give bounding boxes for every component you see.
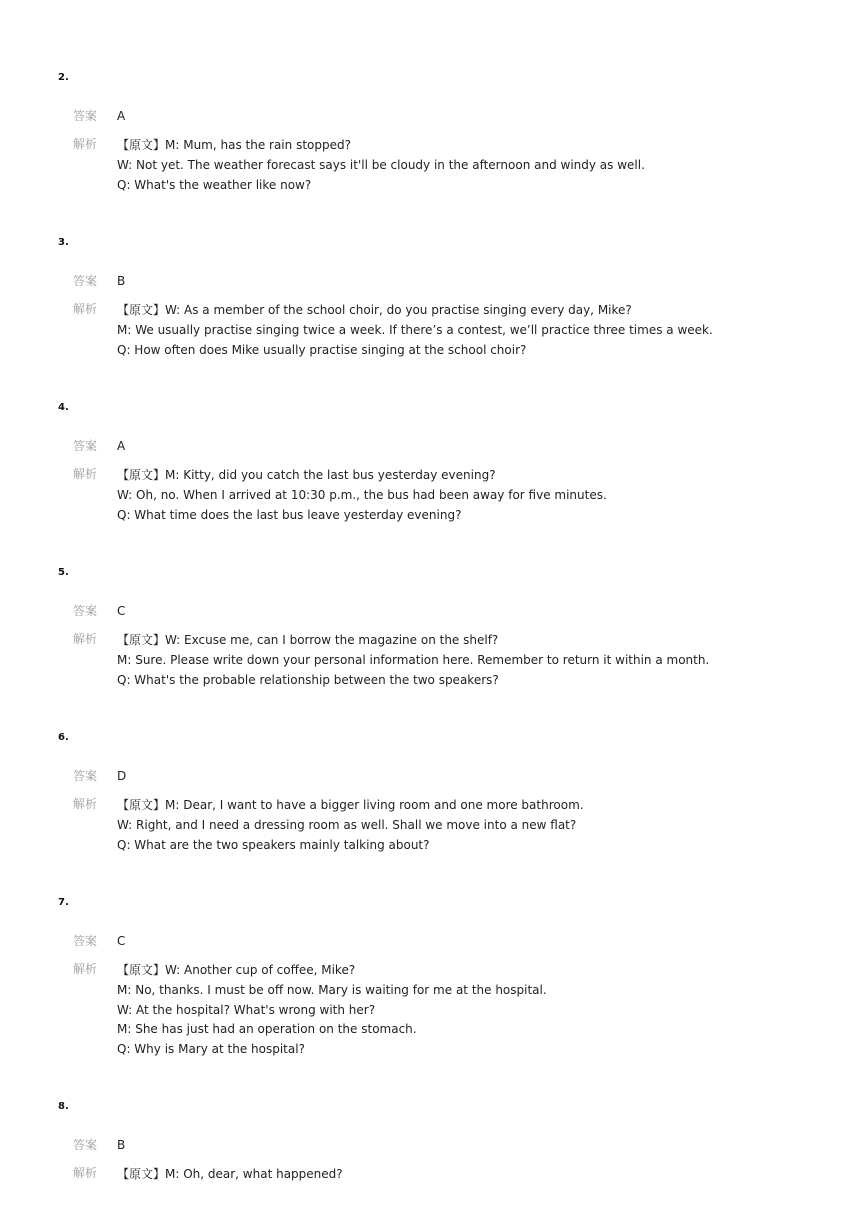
answer-value: B: [117, 1138, 126, 1152]
analysis-label: 解析: [73, 797, 98, 811]
answer-label: 答案: [73, 1138, 98, 1152]
analysis-text: [117, 1165, 343, 1185]
answer-value: B: [117, 274, 126, 288]
analysis-line: 【原文】M: Kitty, did you catch the last bus yesterday evening?: [117, 468, 496, 482]
answer-label: 答案: [73, 109, 98, 123]
question-number: 7.: [58, 897, 69, 908]
analysis-line: Q: Why is Mary at the hospital?: [117, 1042, 305, 1057]
analysis-line: M: She has just had an operation on the stomach.: [117, 1022, 417, 1037]
analysis-text: [117, 796, 584, 855]
question-number: 5.: [58, 567, 69, 578]
answer-value: D: [117, 769, 127, 783]
analysis-line: W: Right, and I need a dressing room as well. Shall we move into a new flat?: [117, 817, 577, 832]
question-number: 4.: [58, 402, 69, 413]
analysis-line: Q: What time does the last bus leave yesterday evening?: [117, 507, 462, 522]
answer-label: 答案: [73, 769, 98, 783]
analysis-text: [117, 301, 713, 360]
question-number: 3.: [58, 237, 69, 248]
question-number: 8.: [58, 1101, 69, 1112]
analysis-label: 解析: [73, 962, 98, 976]
answer-value: A: [117, 439, 126, 453]
answer-label: 答案: [73, 604, 98, 618]
analysis-line: Q: What's the weather like now?: [117, 177, 312, 192]
answer-value: A: [117, 109, 126, 123]
analysis-line: Q: What are the two speakers mainly talking about?: [117, 837, 430, 852]
analysis-line: Q: What's the probable relationship between the two speakers?: [117, 672, 499, 687]
analysis-line: 【原文】M: Dear, I want to have a bigger living room and one more bathroom.: [117, 798, 584, 812]
answer-value: C: [117, 604, 126, 618]
answer-value: C: [117, 934, 126, 948]
analysis-text: [117, 631, 709, 690]
question-number: 2.: [58, 72, 69, 83]
answer-label: 答案: [73, 439, 98, 453]
answer-label: 答案: [73, 274, 98, 288]
analysis-line: 【原文】W: Excuse me, can I borrow the magazine on the shelf?: [117, 633, 499, 647]
analysis-line: M: We usually practise singing twice a week. If there’s a contest, we’ll practice three times a week.: [117, 322, 713, 337]
analysis-text: [117, 136, 645, 195]
analysis-line: W: At the hospital? What's wrong with her?: [117, 1002, 376, 1017]
answer-label: 答案: [73, 934, 98, 948]
analysis-line: 【原文】M: Mum, has the rain stopped?: [117, 138, 351, 152]
analysis-label: 解析: [73, 467, 98, 481]
analysis-label: 解析: [73, 632, 98, 646]
analysis-line: Q: How often does Mike usually practise singing at the school choir?: [117, 342, 527, 357]
analysis-label: 解析: [73, 1166, 98, 1180]
analysis-line: M: Sure. Please write down your personal information here. Remember to return it within a month.: [117, 652, 710, 667]
question-number: 6.: [58, 732, 69, 743]
analysis-line: 【原文】W: Another cup of coffee, Mike?: [117, 963, 356, 977]
analysis-label: 解析: [73, 302, 98, 316]
analysis-line: W: Not yet. The weather forecast says it'll be cloudy in the afternoon and windy as well.: [117, 157, 645, 172]
analysis-label: 解析: [73, 137, 98, 151]
analysis-line: M: No, thanks. I must be off now. Mary is waiting for me at the hospital.: [117, 982, 547, 997]
analysis-line: W: Oh, no. When I arrived at 10:30 p.m., the bus had been away for five minutes.: [117, 487, 607, 502]
analysis-text: [117, 961, 547, 1060]
analysis-line: 【原文】M: Oh, dear, what happened?: [117, 1167, 343, 1181]
analysis-text: [117, 466, 607, 525]
analysis-line: 【原文】W: As a member of the school choir, do you practise singing every day, Mike?: [117, 303, 632, 317]
